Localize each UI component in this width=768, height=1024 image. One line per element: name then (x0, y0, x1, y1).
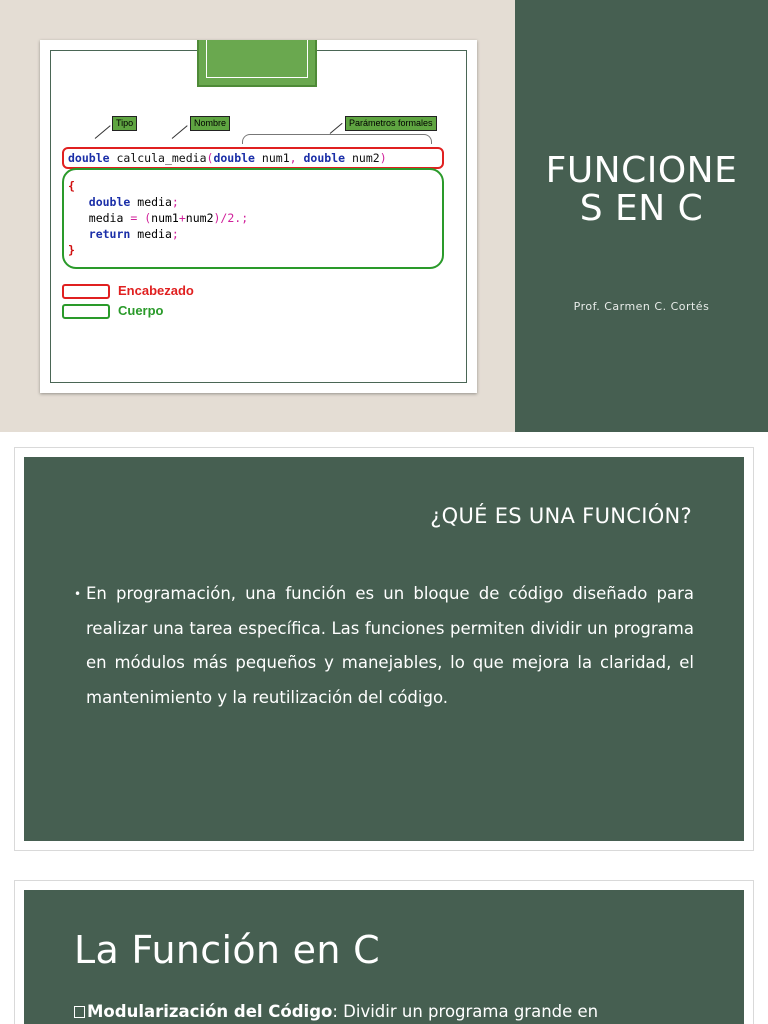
slide-title: FUNCIONE S EN C (545, 150, 738, 229)
tag-tipo: Tipo (112, 116, 137, 131)
checkbox-bullet-icon (74, 1006, 85, 1018)
function-in-c-slide[interactable] (14, 880, 754, 1024)
code-diagram-image (40, 40, 477, 393)
tag-nombre: Nombre (190, 116, 230, 131)
tag-parametros: Parámetros formales (345, 116, 437, 131)
params-brace (242, 134, 432, 144)
function-body: { double media; media = (num1+num2)/2.; return media; } (62, 168, 444, 269)
bullet-icon: • (74, 587, 82, 601)
function-header: double calcula_media(double num1, double num2) (62, 147, 444, 169)
author: Prof. Carmen C. Cortés (573, 300, 710, 313)
list-item: Modularización del Código: Dividir un programa grande en (74, 1002, 696, 1021)
slide-heading: ¿QUÉ ES UNA FUNCIÓN? (430, 504, 692, 528)
title-slide[interactable] (0, 0, 768, 432)
arrow-tipo (95, 125, 111, 139)
definition-paragraph: • En programación, una función es un bloque de código diseñado para realizar una tarea específica. Las funciones permiten dividir un programa en módulos más pequeños y manejables, lo que mejora la claridad, el mantenimiento y la reutilización del código. (74, 577, 694, 715)
slide-heading: La Función en C (74, 928, 380, 972)
definition-slide[interactable] (14, 447, 754, 851)
function-anatomy-diagram: Tipo Nombre Parámetros formales double calcula_media(double num1, double num2) { double media; media = (num1+num2)/2.; return media; } Encabezado Cuerpo (62, 112, 455, 322)
arrow-nombre (172, 125, 188, 139)
decorative-tab (197, 40, 317, 87)
title-panel (515, 0, 768, 432)
arrow-parametros (330, 123, 343, 134)
